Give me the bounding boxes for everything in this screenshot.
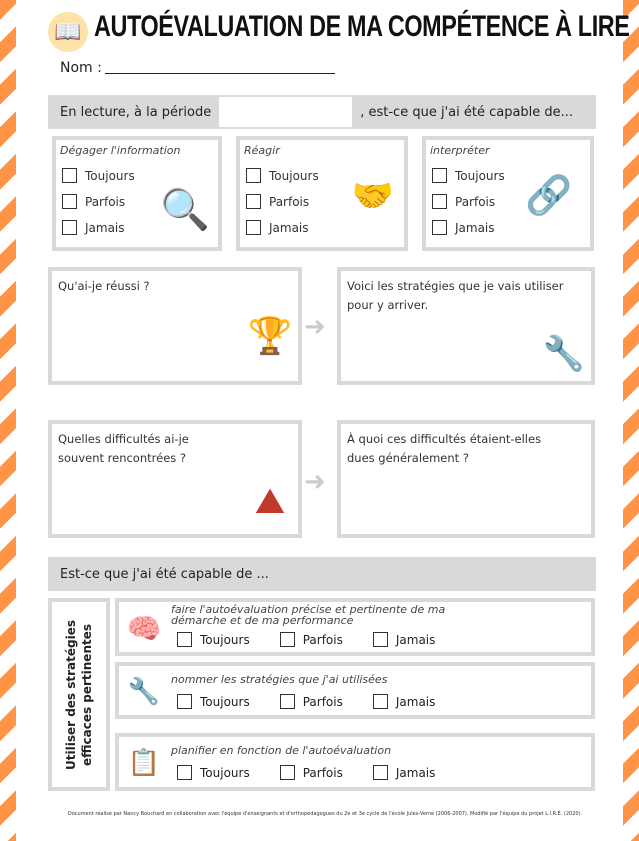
period-input[interactable] <box>219 97 352 127</box>
option-parfois[interactable] <box>432 194 495 209</box>
brain-icon: 🧠 <box>126 611 162 645</box>
arrow-right-icon: ➜ <box>304 467 326 497</box>
chain-link-icon: 🔗 <box>525 172 573 217</box>
checkbox[interactable] <box>432 220 447 235</box>
strategies-box[interactable] <box>337 267 595 385</box>
arrow-right-icon: ➜ <box>304 312 326 342</box>
option-parfois[interactable] <box>280 694 343 709</box>
difficulties-box[interactable] <box>48 420 302 538</box>
skill-box-reagir <box>236 136 408 251</box>
option-toujours[interactable] <box>177 632 250 647</box>
side-label-box <box>48 598 110 791</box>
option-label: Parfois <box>302 765 343 780</box>
row-label: planifier en fonction de l'autoévaluation <box>171 744 392 757</box>
option-parfois[interactable] <box>280 765 343 780</box>
option-parfois[interactable] <box>246 194 309 209</box>
checkbox[interactable] <box>177 632 192 647</box>
option-label: Parfois <box>302 694 343 709</box>
skill-label: interpréter <box>430 144 490 157</box>
skill-label: Réagir <box>244 144 280 157</box>
option-label: Toujours <box>269 168 319 183</box>
checkbox[interactable] <box>62 194 77 209</box>
period-bar <box>48 95 596 129</box>
option-label: Jamais <box>269 220 309 235</box>
option-jamais[interactable] <box>62 220 125 235</box>
option-jamais[interactable] <box>373 632 436 647</box>
hands-together-icon: 🤝 <box>351 176 395 216</box>
book-magnifier-icon: 🔍 <box>160 186 210 233</box>
option-parfois[interactable] <box>280 632 343 647</box>
checkbox[interactable] <box>280 765 295 780</box>
causes-box[interactable] <box>337 420 595 538</box>
checkbox[interactable] <box>280 632 295 647</box>
option-label: Jamais <box>455 220 495 235</box>
reading-student-icon: 📖 <box>48 12 88 52</box>
success-question: Qu'ai-je réussi ? <box>58 279 150 293</box>
difficulties-question: Quelles difficultés ai-je souvent rencontrées ? <box>58 432 189 465</box>
trophy-person-icon: 🏆 <box>247 316 293 357</box>
pushing-boulder-icon: ⛰ <box>254 481 286 522</box>
period-before: En lecture, à la période <box>60 104 212 120</box>
option-label: Jamais <box>395 765 436 780</box>
checkbox[interactable] <box>373 694 388 709</box>
checkbox[interactable] <box>62 168 77 183</box>
plan-checklist-icon: 📋 <box>127 748 161 778</box>
skill-label: Dégager l'information <box>60 144 181 157</box>
option-jamais[interactable] <box>373 694 436 709</box>
checkbox[interactable] <box>177 694 192 709</box>
option-label: Toujours <box>200 694 250 709</box>
checkbox[interactable] <box>177 765 192 780</box>
skill-box-interpreter <box>422 136 594 251</box>
option-label: Parfois <box>85 194 126 209</box>
checkbox[interactable] <box>62 220 77 235</box>
option-label: Toujours <box>455 168 505 183</box>
name-field[interactable] <box>105 73 335 74</box>
checkbox[interactable] <box>373 632 388 647</box>
left-border-stripes <box>0 0 16 841</box>
option-label: Toujours <box>200 765 250 780</box>
footer-credit: Document réalisé par Nancy Bouchard en collaboration avec l'équipe d'enseignants et d'orthopédagogues du 2e et 3e cycle de l'école Jules-Verne (2006-2007). Modifié par l'équipe du projet L.I.R.E. (2020). <box>67 811 583 817</box>
option-label: Parfois <box>455 194 496 209</box>
row-label: nommer les stratégies que j'ai utilisées <box>171 673 388 686</box>
option-jamais[interactable] <box>432 220 495 235</box>
checkbox[interactable] <box>432 194 447 209</box>
option-label: Toujours <box>200 632 250 647</box>
option-toujours[interactable] <box>246 168 319 183</box>
option-label: Jamais <box>395 694 436 709</box>
checkbox[interactable] <box>246 168 261 183</box>
option-label: Parfois <box>302 632 343 647</box>
right-border-stripes <box>623 0 639 841</box>
option-jamais[interactable] <box>373 765 436 780</box>
option-toujours[interactable] <box>177 765 250 780</box>
section2-bar <box>48 557 596 591</box>
page-title: AUTOÉVALUATION DE MA COMPÉTENCE À LIRE <box>94 10 630 43</box>
checkbox[interactable] <box>246 194 261 209</box>
strategies-question: Voici les stratégies que je vais utiliser pour y arriver. <box>347 279 564 312</box>
name-label: Nom : <box>60 60 102 76</box>
causes-question: À quoi ces difficultés étaient-elles dues généralement ? <box>347 432 542 465</box>
skill-box-degager <box>52 136 222 251</box>
strategy-row-planifier <box>115 733 595 791</box>
period-after: , est-ce que j'ai été capable de... <box>360 104 574 120</box>
option-label: Parfois <box>269 194 310 209</box>
option-toujours[interactable] <box>177 694 250 709</box>
option-jamais[interactable] <box>246 220 309 235</box>
wrench-hand-icon: 🔧 <box>127 677 161 707</box>
checkbox[interactable] <box>373 765 388 780</box>
option-toujours[interactable] <box>432 168 505 183</box>
option-label: Jamais <box>395 632 436 647</box>
option-toujours[interactable] <box>62 168 135 183</box>
success-box[interactable] <box>48 267 302 385</box>
checkbox[interactable] <box>280 694 295 709</box>
option-label: Toujours <box>85 168 135 183</box>
side-label: Utiliser des stratégies efficaces pertinentes <box>64 619 94 770</box>
wrench-hand-icon: 🔧 <box>542 334 586 374</box>
row-label: faire l'autoévaluation précise et pertinente de ma démarche et de ma performance <box>171 603 446 627</box>
option-parfois[interactable] <box>62 194 125 209</box>
section2-title: Est-ce que j'ai été capable de ... <box>60 566 269 582</box>
option-label: Jamais <box>85 220 125 235</box>
strategy-row-nommer <box>115 662 595 719</box>
strategy-row-autoevaluation <box>115 598 595 656</box>
checkbox[interactable] <box>246 220 261 235</box>
checkbox[interactable] <box>432 168 447 183</box>
